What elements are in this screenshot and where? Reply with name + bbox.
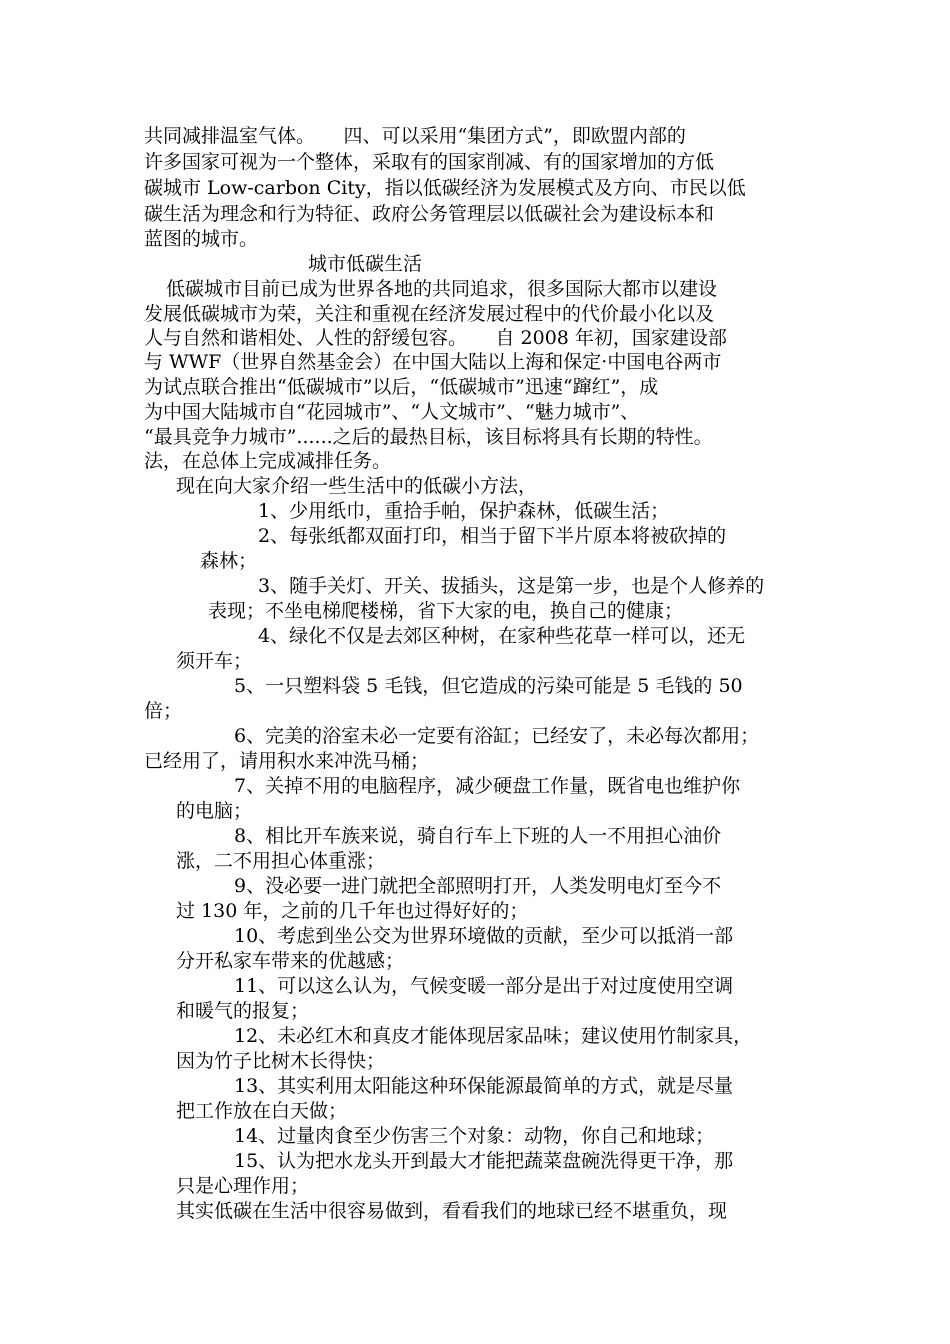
- body-line: “最具竞争力城市”......之后的最热目标，该目标将具有长期的特性。: [144, 426, 713, 448]
- intro-line: 碳生活为理念和行为特征、政府公务管理层以低碳社会为建设标本和: [144, 203, 715, 225]
- tip-line: 4、绿化不仅是去郊区种树，在家种些花草一样可以，还无: [258, 625, 746, 647]
- closing-line: 其实低碳在生活中很容易做到，看看我们的地球已经不堪重负，现: [176, 1200, 728, 1222]
- tip-line: 2、每张纸都双面打印，相当于留下半片原本将被砍掉的: [258, 525, 727, 547]
- tip-line: 过 130 年，之前的几千年也过得好好的；: [176, 900, 529, 922]
- tip-line: 1、少用纸巾，重拾手帕，保护森林，低碳生活；: [258, 500, 670, 522]
- body-line: 低碳城市目前已成为世界各地的共同追求，很多国际大都市以建设: [166, 278, 718, 300]
- tip-line: 15、认为把水龙头开到最大才能把蔬菜盘碗洗得更干净，那: [234, 1150, 734, 1172]
- tip-line: 分开私家车带来的优越感；: [176, 950, 405, 972]
- intro-line: 碳城市 Low-carbon City，指以低碳经济为发展模式及方向、市民以低: [144, 177, 746, 199]
- tip-line: 13、其实利用太阳能这种环保能源最简单的方式，就是尽量: [234, 1075, 734, 1097]
- intro-line: 蓝图的城市。: [144, 228, 259, 250]
- tip-line: 12、未必红木和真皮才能体现居家品味；建议使用竹制家具，: [234, 1025, 753, 1047]
- tip-line: 5、一只塑料袋 5 毛钱，但它造成的污染可能是 5 毛钱的 50: [234, 675, 743, 697]
- body-line: 人与自然和谐相处、人性的舒缓包容。 自 2008 年初，国家建设部: [144, 327, 727, 349]
- tip-line: 10、考虑到坐公交为世界环境做的贡献，至少可以抵消一部: [234, 925, 734, 947]
- body-line: 法，在总体上完成减排任务。: [144, 450, 392, 472]
- tip-line: 的电脑；: [176, 800, 253, 822]
- tip-line: 9、没必要一进门就把全部照明打开，人类发明电灯至今不: [234, 875, 722, 897]
- tip-line: 6、完美的浴室未必一定要有浴缸；已经安了，未必每次都用；: [234, 725, 760, 747]
- tip-line: 须开车；: [176, 650, 253, 672]
- tip-line: 涨，二不用担心体重涨；: [176, 850, 386, 872]
- intro-line: 共同减排温室气体。 四、可以采用“集团方式”，即欧盟内部的: [144, 125, 686, 147]
- tip-line: 8、相比开车族来说，骑自行车上下班的人一不用担心油价: [234, 825, 722, 847]
- body-line: 为中国大陆城市自“花园城市”、“人文城市”、“魅力城市”、: [144, 401, 640, 423]
- tip-line: 表现；不坐电梯爬楼梯，省下大家的电，换自己的健康；: [208, 600, 684, 622]
- tip-line: 倍；: [144, 700, 183, 722]
- tip-line: 11、可以这么认为，气候变暖一部分是出于对过度使用空调: [234, 975, 734, 997]
- tip-line: 和暖气的报复；: [176, 1000, 310, 1022]
- tip-line: 只是心理作用；: [176, 1175, 310, 1197]
- tip-line: 把工作放在白天做；: [176, 1100, 348, 1122]
- body-line: 发展低碳城市为荣，关注和重视在经济发展过程中的代价最小化以及: [144, 303, 715, 325]
- intro-line: 许多国家可视为一个整体，采取有的国家削减、有的国家增加的方低: [144, 151, 715, 173]
- body-line: 为试点联合推出“低碳城市”以后，“低碳城市”迅速“蹿红”，成: [144, 376, 659, 398]
- body-line: 现在向大家介绍一些生活中的低碳小方法，: [176, 475, 538, 497]
- tip-line: 森林；: [200, 550, 258, 572]
- section-heading: 城市低碳生活: [308, 253, 423, 275]
- tip-line: 14、过量肉食至少伤害三个对象：动物，你自己和地球；: [234, 1125, 715, 1147]
- tip-line: 3、随手关灯、开关、拔插头，这是第一步，也是个人修养的: [258, 575, 765, 597]
- body-line: 与 WWF（世界自然基金会）在中国大陆以上海和保定·中国电谷两市: [144, 351, 722, 373]
- tip-line: 因为竹子比树木长得快；: [176, 1050, 386, 1072]
- tip-line: 7、关掉不用的电脑程序，减少硬盘工作量，既省电也维护你: [234, 775, 741, 797]
- tip-line: 已经用了，请用积水来冲洗马桶；: [144, 750, 430, 772]
